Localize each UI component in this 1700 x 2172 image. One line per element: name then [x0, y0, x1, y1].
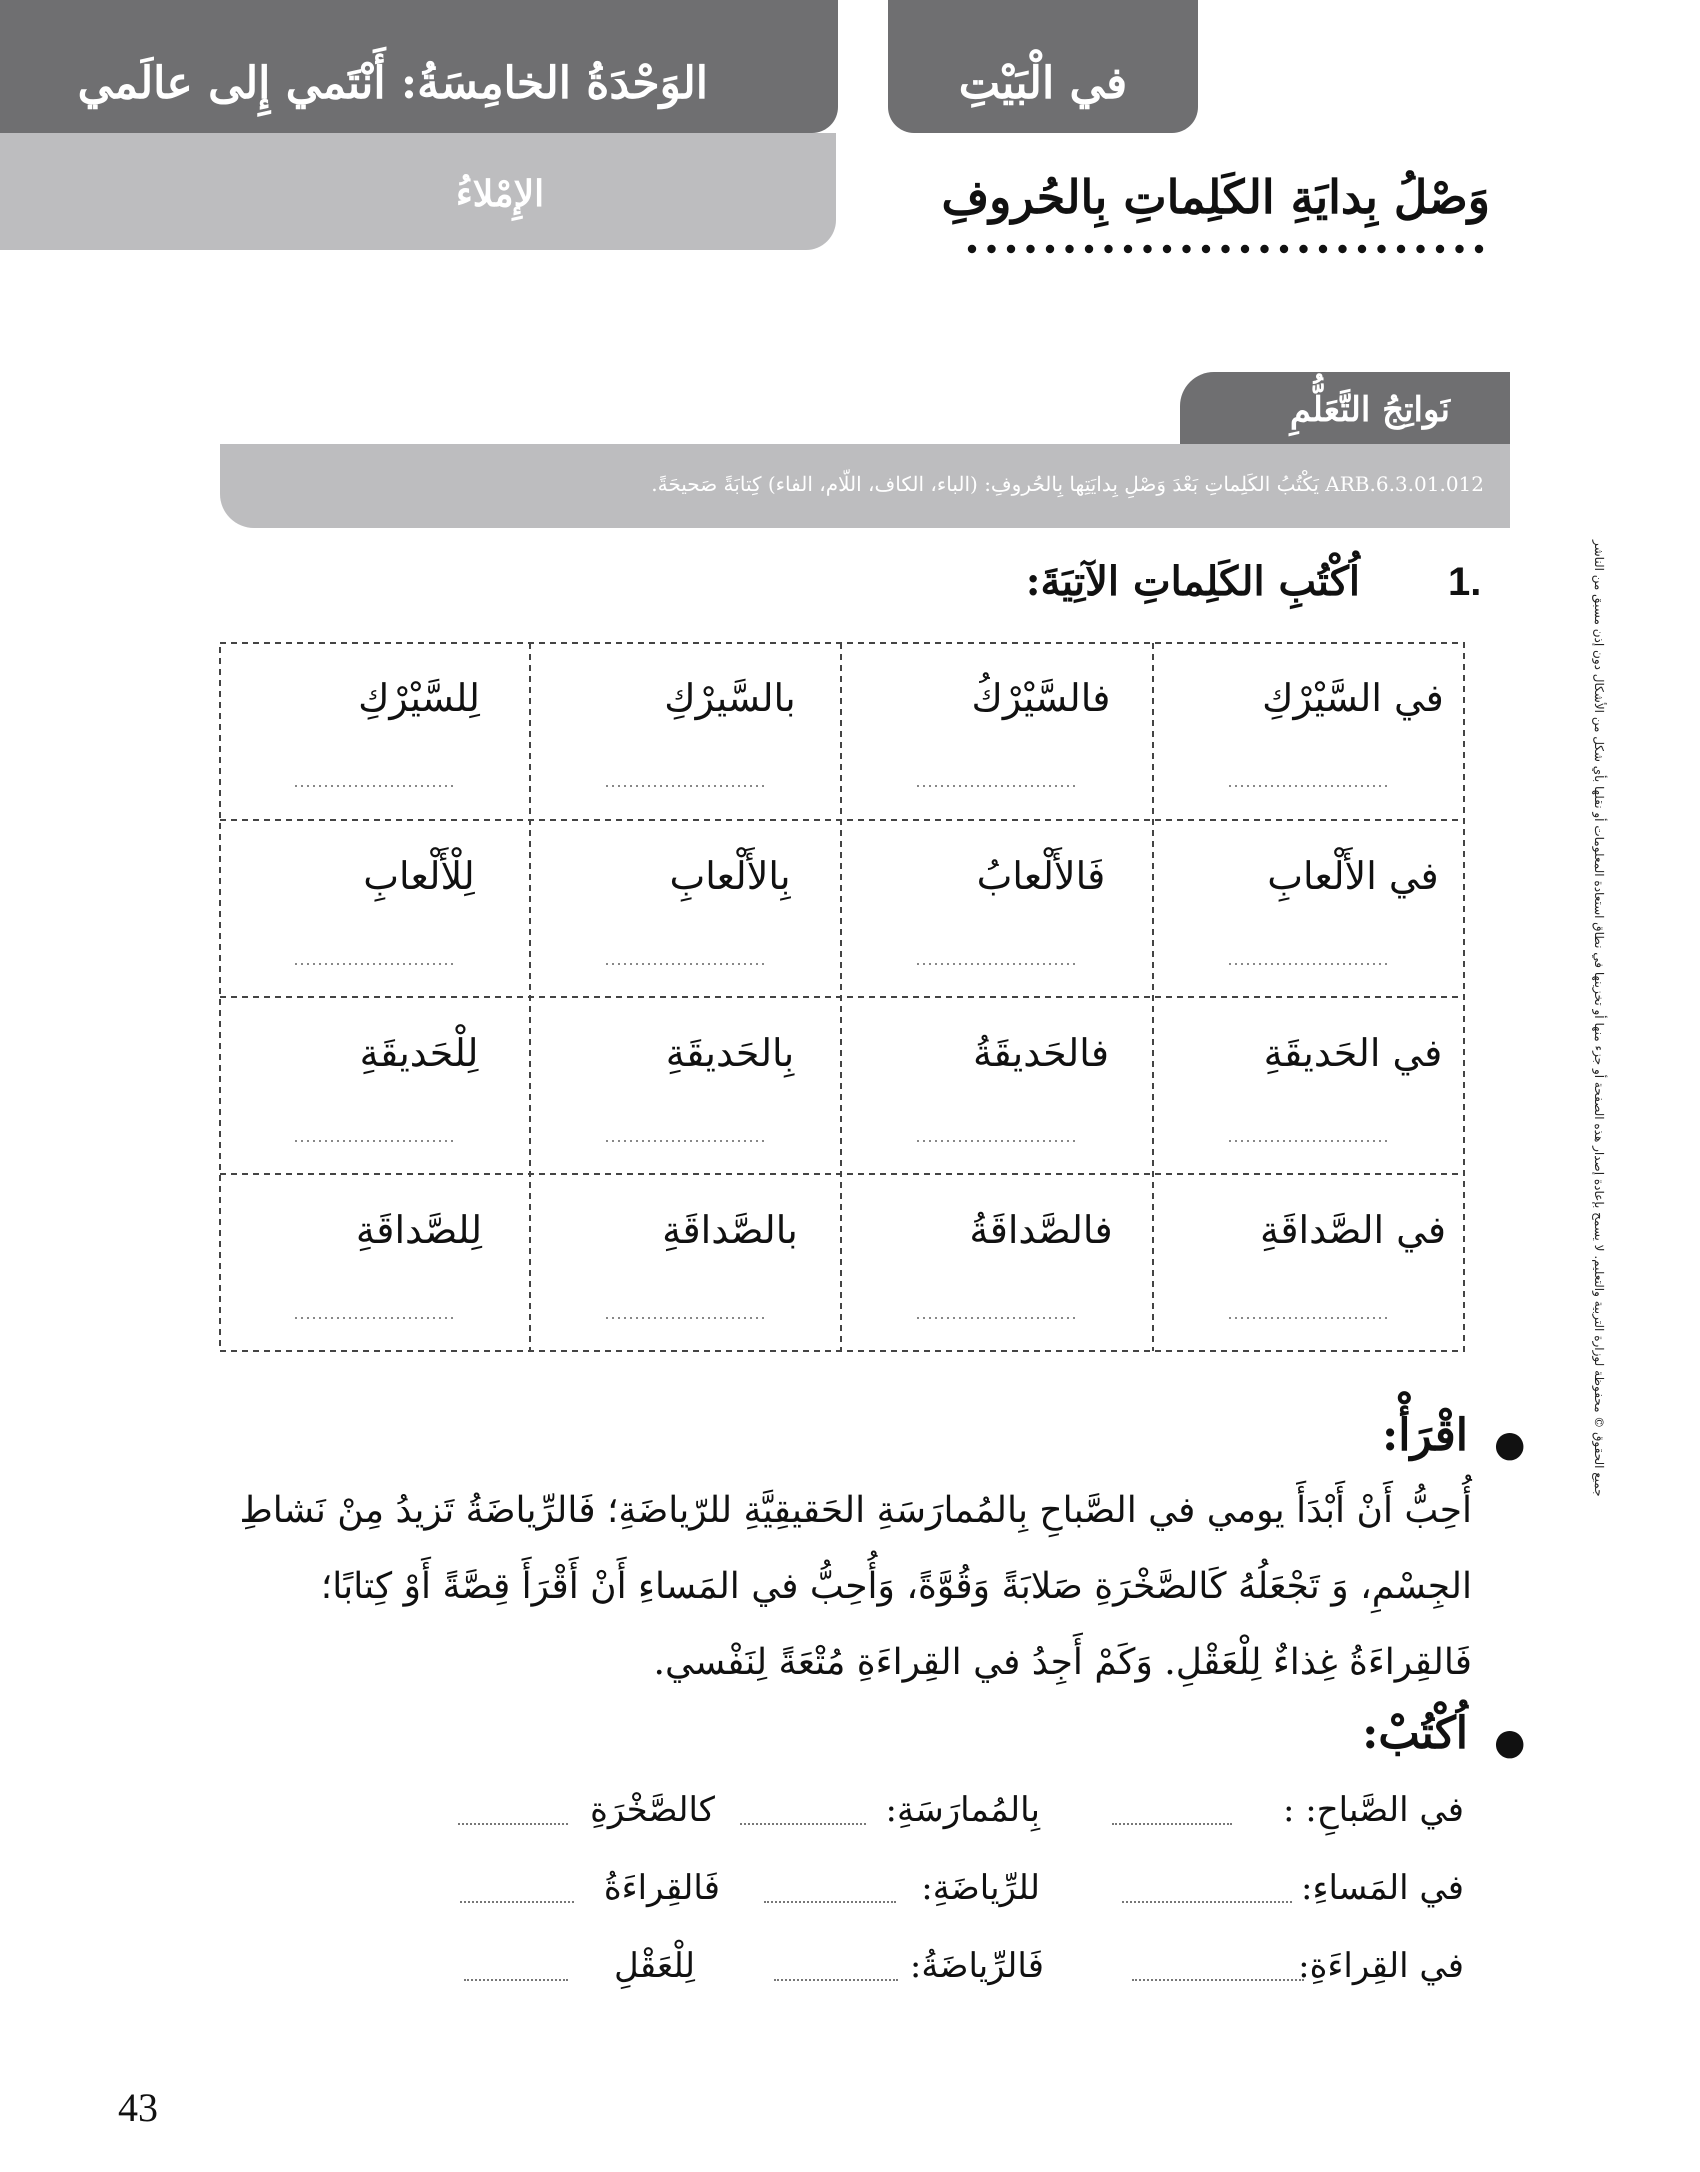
grid-word: لِلسَّيْرْكِ — [358, 676, 480, 720]
write-prompt: للرِّياضَةِ: — [921, 1868, 1040, 1908]
lesson-type: الإِمْلاءُ — [455, 173, 545, 215]
heading-dotted-underline — [966, 238, 1490, 260]
bullet-icon: ● — [1494, 1424, 1526, 1465]
read-line: أُحِبُّ أَنْ أَبْدَأَ يومي في الصَّباحِ بِالمُمارَسَةِ الحَقيقِيَّةِ للرّياضَةِ؛ فَالرِّياضَةُ تَزيدُ مِنْ نَشاطِ — [239, 1490, 1472, 1531]
answer-line — [1122, 1900, 1292, 1903]
read-line: الجِسْمِ، وَ تَجْعَلُهُ كَالصَّخْرَةِ صَلابَةً وَقُوَّةً، وَأُحِبُّ في المَساءِ أَنْ أَقْرَأَ قِصَّةً أَوْ كِتابًا؛ — [320, 1566, 1472, 1607]
write-prompt: كالصَّخْرَةِ — [590, 1790, 715, 1830]
grid-word: بالسَّيرْكِ — [664, 676, 796, 720]
write-prompt: في القِراءَةِ: — [1298, 1946, 1464, 1986]
grid-word: في الحَديقَةِ — [1263, 1031, 1443, 1075]
outcomes-bar — [220, 444, 1510, 528]
read-line: فَالقِراءَةُ غِذاءٌ لِلْعَقْلِ. وَكَمْ أَجِدُ في القِراءَةِ مُتْعَةً لِنَفْسي. — [653, 1642, 1472, 1683]
unit-title: الوَحْدَةُ الخامِسَةُ: أَنْتَمي إِلى عالَمي — [77, 58, 708, 109]
grid-word: لِلْأَلْعابِ — [363, 854, 475, 898]
answer-line — [460, 1900, 574, 1903]
grid-word: لِلصَّداقَةِ — [355, 1208, 483, 1252]
answer-line — [458, 1822, 568, 1825]
write-prompt: فَالرِّياضَةُ: — [909, 1946, 1044, 1986]
home-tab — [888, 0, 1198, 133]
home-tab-label: في الْبَيْتِ — [958, 58, 1128, 109]
answer-line — [740, 1822, 866, 1825]
grid-word: بالصَّداقَةِ — [662, 1208, 798, 1252]
lesson-type-tab — [0, 133, 836, 250]
write-prompt: فَالقِراءَةُ — [603, 1868, 720, 1908]
grid-word: بِالحَديقَةِ — [665, 1031, 795, 1075]
grid-word: فَالأَلْعابُ — [976, 854, 1106, 898]
outcomes-tab — [1180, 372, 1510, 444]
answer-line — [774, 1978, 898, 1981]
grid-word: لِلْحَديقَةِ — [359, 1031, 479, 1075]
answer-line — [1132, 1978, 1304, 1981]
question-title: اُكْتُبِ الكَلِماتِ الآتِيَةَ: — [1025, 558, 1360, 605]
write-prompt: في المَساءِ: — [1301, 1868, 1464, 1908]
answer-line — [764, 1900, 896, 1903]
grid-word: فالسَّيْرْكُ — [971, 676, 1111, 720]
grid-word: في الأَلْعابِ — [1267, 854, 1439, 898]
grid-word: فالحَديقَةُ — [973, 1031, 1109, 1075]
outcomes-text: ARB.6.3.01.012 يَكْتُبُ الكَلِماتِ بَعْدَ وَصْلِ بِدايَتِها بِالحُروفِ: (الباء، الكاف، اللّام، الفاء) كِتابَةً صَحيحَةً. — [651, 472, 1484, 496]
write-prompt: بِالمُمارَسَةِ: — [885, 1790, 1040, 1830]
write-prompt: لِلْعَقْلِ — [614, 1946, 695, 1986]
lesson-heading: وَصْلُ بِدايَةِ الكَلِماتِ بِالحُروفِ — [941, 170, 1490, 224]
question-number: 1. — [1448, 560, 1482, 604]
read-label: اقْرَأْ: — [1381, 1410, 1468, 1461]
grid-word: في الصَّداقَةِ — [1259, 1208, 1447, 1252]
write-prompt: في الصَّباحِ: : — [1283, 1790, 1464, 1830]
copyright-side-note: جميع الحقوق © محفوظة لوزارة التربية والتعليم. لا يسمح بإعادة إصدار هذه الصفحة أو جزء منها أو تخزينها في نطاق استعادة المعلومات أو نقلها بأي شكل من الأشكال دون إذن مسبق من الناشر — [1592, 540, 1606, 1497]
unit-tab — [0, 0, 838, 133]
grid-word: في السَّيْرْكِ — [1262, 676, 1444, 720]
grid-word: فالصَّداقَةُ — [969, 1208, 1113, 1252]
outcomes-label: نَواتِجُ التَّعَلُّمِ — [1289, 390, 1450, 430]
answer-line — [1112, 1822, 1232, 1825]
grid-word: بِالأَلْعابِ — [669, 854, 791, 898]
write-label: اُكْتُبْ: — [1362, 1708, 1468, 1759]
answer-line — [464, 1978, 568, 1981]
bullet-icon: ● — [1494, 1722, 1526, 1763]
page-number: 43 — [118, 2085, 158, 2130]
